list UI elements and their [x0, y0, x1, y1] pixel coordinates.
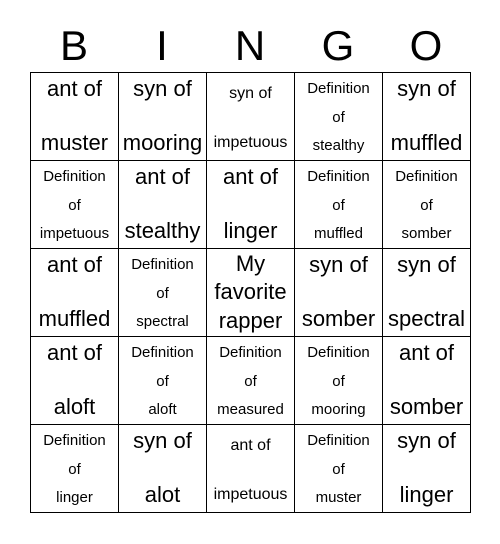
- cell-text-line: Definition: [219, 344, 282, 361]
- bingo-cell-r3-c2[interactable]: [119, 249, 207, 337]
- cell-text-line: of: [332, 196, 345, 214]
- cell-text-line: syn of: [397, 76, 456, 101]
- cell-text-line: stealthy: [312, 137, 365, 154]
- cell-text-line: Definition: [307, 344, 370, 361]
- cell-text-line: ant of: [134, 164, 191, 189]
- cell-text-line: impetuous: [39, 225, 110, 242]
- cell-text-line: syn of: [133, 428, 192, 453]
- bingo-cell-r5-c5[interactable]: [383, 425, 471, 513]
- bingo-cell-r2-c1[interactable]: [31, 161, 119, 249]
- cell-text-line: of: [332, 460, 345, 478]
- bingo-cell-r1-c1[interactable]: [31, 73, 119, 161]
- cell-text-line: somber: [389, 393, 464, 419]
- cell-text-line: impetuous: [213, 486, 288, 503]
- cell-text-line: muster: [40, 129, 109, 155]
- cell-text-line: syn of: [133, 76, 192, 101]
- bingo-header: [30, 20, 470, 72]
- cell-text-line: My favorite rapper: [214, 250, 287, 333]
- bingo-cell-r3-c1[interactable]: [31, 249, 119, 337]
- cell-text-line: mooring: [122, 129, 203, 155]
- cell-text-line: aloft: [53, 393, 96, 419]
- bingo-cell-r5-c1[interactable]: [31, 425, 119, 513]
- cell-text-line: of: [332, 108, 345, 126]
- header-letter-g: G: [321, 22, 355, 69]
- cell-text-line: linger: [56, 489, 93, 506]
- cell-text-line: Definition: [307, 80, 370, 97]
- bingo-cell-r5-c3[interactable]: [207, 425, 295, 513]
- header-letter-i: I: [156, 22, 168, 69]
- cell-text-line: of: [156, 284, 169, 302]
- cell-text-line: somber: [401, 225, 452, 242]
- cell-text-line: ant of: [230, 437, 271, 454]
- cell-text-line: Definition: [307, 168, 370, 185]
- bingo-cell-r3-c4[interactable]: [295, 249, 383, 337]
- cell-text-line: syn of: [397, 428, 456, 453]
- cell-text-line: linger: [399, 481, 454, 507]
- cell-text-line: Definition: [43, 168, 106, 185]
- cell-text-line: of: [68, 460, 81, 478]
- cell-text-line: linger: [223, 217, 278, 243]
- header-letter-b: B: [59, 22, 88, 69]
- bingo-cell-r4-c4[interactable]: [295, 337, 383, 425]
- cell-text-line: ant of: [46, 340, 103, 365]
- cell-text-line: syn of: [229, 85, 272, 102]
- cell-text-line: impetuous: [213, 134, 288, 151]
- bingo-cell-r2-c2[interactable]: [119, 161, 207, 249]
- bingo-cell-r4-c1[interactable]: [31, 337, 119, 425]
- bingo-cell-r2-c3[interactable]: [207, 161, 295, 249]
- cell-text-line: ant of: [46, 252, 103, 277]
- cell-text-line: Definition: [131, 256, 194, 273]
- cell-text-line: muffled: [38, 305, 111, 331]
- cell-text-line: spectral: [136, 313, 189, 330]
- cell-text-line: Definition: [395, 168, 458, 185]
- cell-text-line: measured: [217, 401, 284, 418]
- cell-text-line: muster: [315, 489, 362, 506]
- bingo-cell-r4-c3[interactable]: [207, 337, 295, 425]
- cell-text-line: mooring: [311, 401, 366, 418]
- cell-text-line: ant of: [222, 164, 279, 189]
- bingo-cell-r3-c3[interactable]: [207, 249, 295, 337]
- cell-text-line: Definition: [307, 432, 370, 449]
- header-letter-n: N: [234, 22, 266, 69]
- header-letter-o: O: [409, 22, 443, 69]
- cell-text-line: of: [420, 196, 433, 214]
- cell-text-line: muffled: [390, 129, 463, 155]
- cell-text-line: stealthy: [124, 217, 201, 243]
- bingo-cell-r1-c5[interactable]: [383, 73, 471, 161]
- cell-text-line: aloft: [148, 401, 177, 418]
- bingo-cell-r4-c2[interactable]: [119, 337, 207, 425]
- cell-text-line: alot: [144, 481, 181, 507]
- cell-text-line: spectral: [387, 305, 466, 331]
- bingo-cell-r5-c2[interactable]: [119, 425, 207, 513]
- cell-text-line: Definition: [43, 432, 106, 449]
- cell-text-line: ant of: [46, 76, 103, 101]
- bingo-cell-r2-c5[interactable]: [383, 161, 471, 249]
- bingo-cell-r3-c5[interactable]: [383, 249, 471, 337]
- cell-text-line: of: [332, 372, 345, 390]
- bingo-cell-r4-c5[interactable]: [383, 337, 471, 425]
- bingo-cell-r2-c4[interactable]: [295, 161, 383, 249]
- cell-text-line: ant of: [398, 340, 455, 365]
- cell-text-line: of: [68, 196, 81, 214]
- bingo-cell-r1-c3[interactable]: [207, 73, 295, 161]
- cell-text-line: somber: [301, 305, 376, 331]
- cell-text-line: Definition: [131, 344, 194, 361]
- cell-text-line: syn of: [397, 252, 456, 277]
- cell-text-line: syn of: [309, 252, 368, 277]
- cell-text-line: of: [244, 372, 257, 390]
- bingo-cell-r1-c4[interactable]: [295, 73, 383, 161]
- cell-text-line: of: [156, 372, 169, 390]
- bingo-board: [30, 72, 471, 513]
- bingo-cell-r5-c4[interactable]: [295, 425, 383, 513]
- cell-text-line: muffled: [314, 225, 363, 242]
- bingo-cell-r1-c2[interactable]: [119, 73, 207, 161]
